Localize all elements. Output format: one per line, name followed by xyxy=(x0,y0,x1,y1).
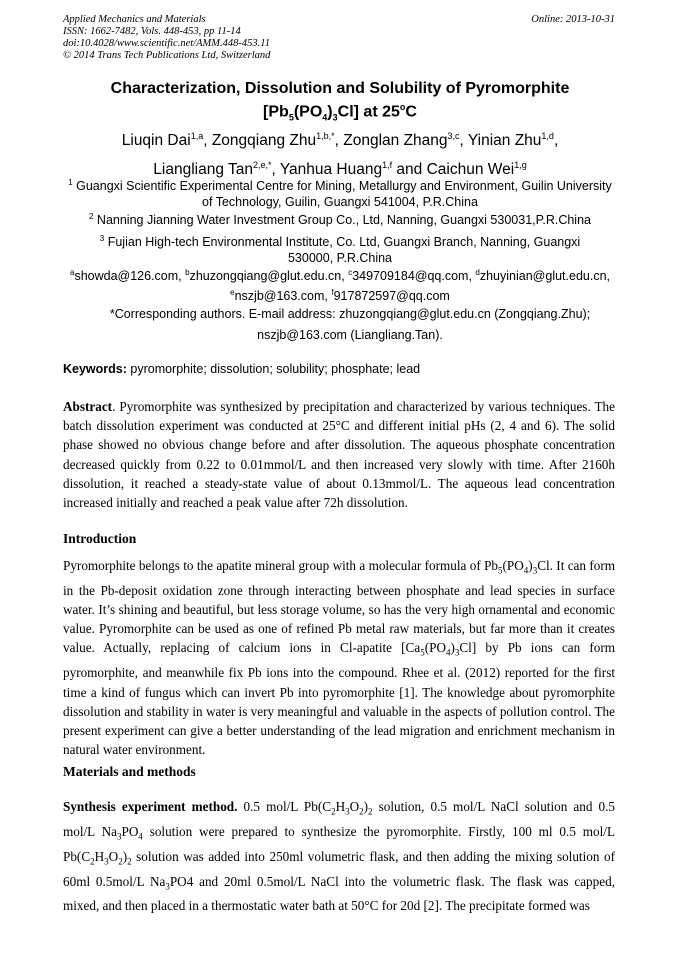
title-line-1: Characterization, Dissolution and Solubility of Pyromorphite xyxy=(110,80,570,97)
author-line-2: Liangliang Tan$^{2,e,*}$, Yanhua Huang$^{1,f}$ and Caichun Wei$^{1,g}$ xyxy=(153,160,527,179)
introduction-text: Pyromorphite belongs to the apatite mineral group with a molecular formula of $Pb_5(PO_4)_3Cl$. It can form in the Pb-deposit oxidation zone through interacting between phosphate and lead species in surface water. It’s shining and beautiful, but less storage volume, so has the very high ornamental and economic value. Pyromorphite can be used as one of refined Pb metal raw materials, but far more than it creates value. Actually, replacing of calcium ions in Cl-apatite $[Ca_5(PO_4)_3Cl]$ by Pb ions can form pyromorphite, and meanwhile fix Pb ions into the compound. Rhee et al. (2012) reported for the first time a kind of fungus which can invert Pb into pyromorphite [1]. The knowledge about pyromorphite dissolution and stability in water is very meaningful and valuable in the aspects of pollution control. The present experiment can give a better understanding of the lead migration and enrichment mechanism in natural water environment. xyxy=(63,558,615,758)
methods-text: Synthesis experiment method. 0.5 mol/L $Pb(C_2H_3O_2)_2$ solution, 0.5 mol/L NaCl solution and 0.5 mol/L $Na_3PO_4$ solution were prepared to synthesize the pyromorphite. Firstly, 100 ml 0.5 mol/L $Pb(C_2H_3O_2)_2$ solution was added into 250ml volumetric flask, and then adding the mixing solution of 60ml 0.5mol/L $Na_3PO4$ and 20ml 0.5mol/L NaCl into the volumetric flask. The flask was capped, mixed, and then placed in a thermostatic water bath at 50°C for 20d [2]. The precipitate formed was xyxy=(63,799,616,914)
affiliation-1: $^1$ Guangxi Scientific Experimental Centre for Mining, Metallurgy and Environment, Guilin University of Technology, Guilin, Guangxi 541004, P.R.China xyxy=(68,178,612,209)
abstract-text: . Pyromorphite was synthesized by precipitation and characterized by various techniques. The batch dissolution experiment was conducted at 25°C and different initial pHs (2, 4 and 6). The solid phase showed no obvious change before and after dissolution. The aqueous phosphate concentration decreased quickly from 0.22 to 0.01mmol/L and then increased very slowly with time. After 2160h dissolution, it reached a steady-state value of about 0.13mmol/L. The aqueous lead concentration increased initially and reached a peak value after 72h dissolution. xyxy=(63,399,615,511)
author-name: Caichun Wei xyxy=(426,161,515,179)
author-name: Yanhua Huang xyxy=(279,161,383,179)
email-list: $^a$showda@126.com, $^b$zhuzongqiang@glut.edu.cn, $^c$349709184@qq.com, $^d$zhuyinian@glut.edu.cn, $^e$nszjb@163.com, $^f$917872597@qq.com xyxy=(69,268,610,303)
affiliation-3: $^3$ Fujian High-tech Environmental Institute, Co. Ltd, Guangxi Branch, Nanning, Guangxi 530000, P.R.China xyxy=(99,234,581,265)
copyright-line: © 2014 Trans Tech Publications Ltd, Switzerland xyxy=(63,50,271,61)
author-name: Liuqin Dai xyxy=(121,132,191,150)
keywords: Keywords: pyromorphite; dissolution; solubility; phosphate; lead xyxy=(63,362,421,376)
introduction-heading: Introduction xyxy=(63,531,137,546)
affiliation-2: $^2$ Nanning Jianning Water Investment Group Co., Ltd, Nanning, Guangxi 530031,P.R.China xyxy=(89,212,591,228)
online-date: Online: 2013-10-31 xyxy=(531,14,615,25)
issn-line: ISSN: 1662-7482, Vols. 448-453, pp 11-14 xyxy=(63,26,241,37)
author-name: Zongqiang Zhu xyxy=(211,132,317,150)
title-line-2: $[Pb_5(PO_4)_3Cl]$ at 25$^o$C xyxy=(263,102,417,123)
author-line-1: Liuqin Dai$^{1,a}$, Zongqiang Zhu$^{1,b,*}$, Zonglan Zhang$^{3,c}$, Yinian Zhu$^{1,d}$, xyxy=(121,131,559,150)
abstract-label: Abstract xyxy=(63,399,113,414)
author-name: Zonglan Zhang xyxy=(343,132,448,150)
author-name: Yinian Zhu xyxy=(467,132,542,150)
paper-title xyxy=(60,79,620,128)
doi-line: doi:10.4028/www.scientific.net/AMM.448-453.11 xyxy=(63,38,270,49)
author-list xyxy=(60,124,620,182)
author-name: Liangliang Tan xyxy=(153,161,253,179)
methods-heading: Materials and methods xyxy=(63,764,196,779)
journal-name: Applied Mechanics and Materials xyxy=(63,14,206,25)
abstract xyxy=(63,397,615,512)
journal-header xyxy=(63,14,615,62)
corresponding-authors: *Corresponding authors. E-mail address: zhuzongqiang@glut.edu.cn (Zongqiang.Zhu); nszjb@163.com (Liangliang.Tan). xyxy=(109,307,591,342)
synthesis-subheading: Synthesis experiment method. xyxy=(63,799,238,814)
